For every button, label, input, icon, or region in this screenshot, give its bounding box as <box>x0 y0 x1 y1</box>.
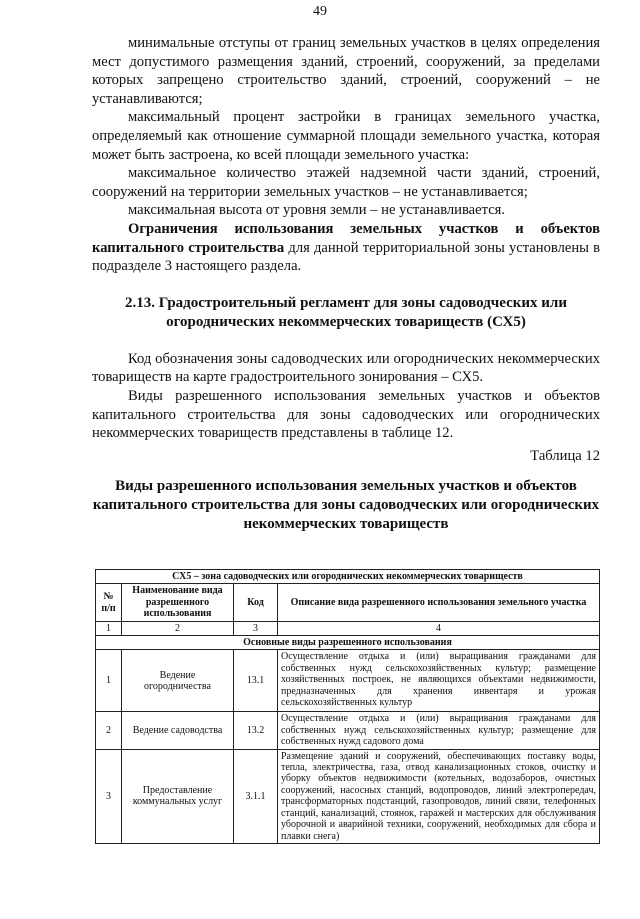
row-name: Ведение огородничества <box>122 650 234 712</box>
column-number: 4 <box>278 621 600 635</box>
paragraph-zone-code: Код обозначения зоны садоводческих или огороднических некоммерческих товариществ на карте градостроительного зонирования – СХ5. <box>92 350 600 386</box>
column-header-name: Наименование вида разрешенного использования <box>122 584 234 621</box>
document-body <box>92 34 600 544</box>
column-number: 2 <box>122 621 234 635</box>
zone-header: СХ5 – зона садоводческих или огороднических некоммерческих товариществ <box>96 570 600 584</box>
table-row <box>96 712 600 749</box>
row-number: 2 <box>96 712 122 749</box>
table-title: Виды разрешенного использования земельных участков и объектов капитального строительства для зоны садоводческих или огороднических некоммерческих товариществ <box>92 478 600 533</box>
row-code: 13.2 <box>234 712 278 749</box>
paragraph-coverage: максимальный процент застройки в границах земельного участка, определяемый как отношение суммарной площади земельного участка, которая может быть застроена, ко всей площади земельного участка: <box>92 109 600 163</box>
section-heading: 2.13. Градостроительный регламент для зоны садоводческих или огороднических некоммерческих товариществ (СХ5) <box>124 294 567 330</box>
restrictions-text: для данной территориальной зоны установлены в подразделе 3 настоящего раздела. <box>92 239 600 275</box>
column-header-description: Описание вида разрешенного использования земельного участка <box>278 584 600 621</box>
zone-header-row <box>96 570 600 584</box>
paragraph-table-intro: Виды разрешенного использования земельных участков и объектов капитального строительства для зоны садоводческих или огороднических некоммерческих товариществ представлены в таблице 12. <box>92 387 600 442</box>
row-number: 3 <box>96 749 122 843</box>
group-row <box>96 636 600 650</box>
table-row <box>96 650 600 712</box>
row-description: Осуществление отдыха и (или) выращивания гражданами для собственных нужд сельскохозяйственных культур; размещение хозяйственных построек, не являющихся объектами недвижимости, предназначенных для хранения инвентаря и урожая сельскохозяйственных культур <box>278 650 600 712</box>
paragraph-setbacks: минимальные отступы от границ земельных участков в целях определения мест допустимого размещения зданий, строений, сооружений, за пределами которых запрещено строительство зданий, строений, сооружений – не устанавливаются; <box>92 35 600 107</box>
paragraph-floors: максимальное количество этажей надземной части зданий, строений, сооружений на территории земельных участков – не устанавливается; <box>92 165 600 200</box>
column-number: 3 <box>234 621 278 635</box>
column-header-code: Код <box>234 584 278 621</box>
row-name: Ведение садоводства <box>122 712 234 749</box>
row-description: Осуществление отдыха и (или) выращивания гражданами для собственных нужд сельскохозяйственных культур; размещение для собственных нужд садового дома <box>278 712 600 749</box>
column-header-row <box>96 584 600 621</box>
row-number: 1 <box>96 650 122 712</box>
row-description: Размещение зданий и сооружений, обеспечивающих поставку воды, тепла, электричества, газа, отвод канализационных стоков, очистку и уборку объектов недвижимости (котельных, водозаборов, очистных сооружений, насосных станций, водопроводов, линий электропередач, трансформаторных подстанций, газопроводов, линий связи, телефонных станций, канализаций, стоянок, гаражей и мастерских для обслуживания уборочной и аварийной техники, сооружений, необходимых для сбора и плавки снега) <box>278 749 600 843</box>
paragraph-restrictions <box>92 220 600 276</box>
table-row <box>96 749 600 843</box>
land-use-table <box>95 569 600 844</box>
row-name: Предоставление коммунальных услуг <box>122 749 234 843</box>
group-title: Основные виды разрешенного использования <box>96 636 600 650</box>
page-number: 49 <box>313 4 327 19</box>
row-code: 13.1 <box>234 650 278 712</box>
row-code: 3.1.1 <box>234 749 278 843</box>
column-header-num: № п/п <box>96 584 122 621</box>
column-number-row <box>96 621 600 635</box>
restrictions-bold-text: Ограничения использования земельных участков и объектов капитального строительства <box>92 220 600 256</box>
column-number: 1 <box>96 621 122 635</box>
table-label: Таблица 12 <box>530 447 600 464</box>
paragraph-height: максимальная высота от уровня земли – не устанавливается. <box>128 202 506 219</box>
